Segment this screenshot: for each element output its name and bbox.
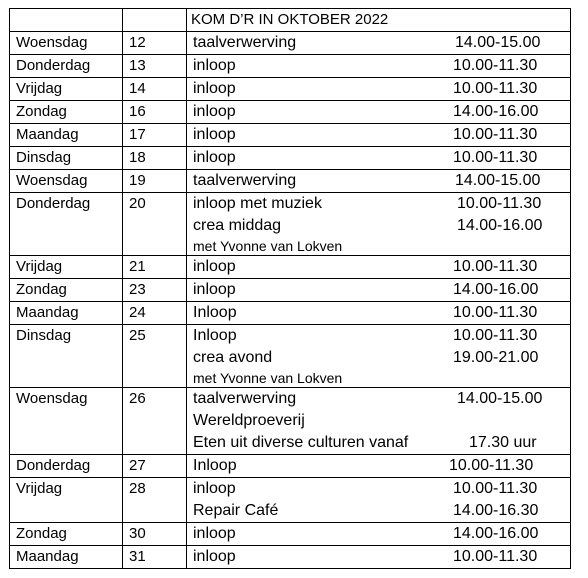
date-cell: 20: [123, 193, 187, 256]
header-date-cell: [123, 9, 187, 32]
day-cell: Donderdag: [10, 193, 123, 256]
activity-line: [193, 32, 570, 54]
page-title: KOM D’R IN OKTOBER 2022: [187, 9, 571, 32]
activity-text: inloop: [193, 126, 236, 143]
date-cell: 30: [123, 523, 187, 546]
table-row: [10, 32, 571, 55]
table-row: [10, 523, 571, 546]
table-row: [10, 388, 571, 455]
table-row: [10, 101, 571, 124]
day-cell: Donderdag: [10, 455, 123, 478]
day-cell: Zondag: [10, 101, 123, 124]
activity-line: [193, 388, 570, 410]
activity-time: 10.00-11.30: [453, 327, 538, 344]
activity-text: crea middag: [193, 217, 282, 234]
date-cell: 31: [123, 546, 187, 569]
activity-line: [193, 500, 570, 522]
activity-cell: [187, 147, 571, 170]
activity-line: [193, 55, 570, 77]
activity-time: 14.00-16.00: [453, 103, 539, 120]
activity-text: taalverwerving: [193, 390, 297, 407]
activity-cell: [187, 455, 571, 478]
activity-text: crea avond: [193, 349, 273, 366]
day-cell: Maandag: [10, 302, 123, 325]
activity-text: taalverwerving: [193, 34, 297, 51]
day-cell: Woensdag: [10, 388, 123, 455]
activity-time: 10.00-11.30: [453, 57, 538, 74]
activity-text: inloop: [193, 281, 236, 298]
activity-cell: [187, 78, 571, 101]
table-row: [10, 279, 571, 302]
table-row: [10, 55, 571, 78]
date-cell: 24: [123, 302, 187, 325]
table-row: [10, 455, 571, 478]
activity-text: Inloop: [193, 304, 237, 321]
date-cell: 19: [123, 170, 187, 193]
activity-cell: [187, 193, 571, 256]
table-row: [10, 147, 571, 170]
table-row: [10, 193, 571, 256]
day-cell: Donderdag: [10, 55, 123, 78]
activity-line: [193, 432, 570, 454]
activity-text: inloop: [193, 258, 236, 275]
activity-time: 10.00-11.30: [449, 457, 534, 474]
activity-time: 14.00-15.00: [457, 390, 543, 407]
table-row: [10, 256, 571, 279]
activity-time: 10.00-11.30: [453, 548, 538, 565]
table-row: [10, 546, 571, 569]
table-row: [10, 124, 571, 147]
date-cell: 28: [123, 478, 187, 523]
activity-text: Inloop: [193, 457, 237, 474]
date-cell: 26: [123, 388, 187, 455]
activity-cell: [187, 546, 571, 569]
activity-text: Eten uit diverse culturen vanaf: [193, 434, 409, 451]
activity-text: Repair Café: [193, 502, 279, 519]
activity-line: [193, 455, 570, 477]
activity-cell: [187, 325, 571, 388]
date-cell: 18: [123, 147, 187, 170]
activity-text: inloop: [193, 80, 236, 97]
activity-line: [193, 147, 570, 169]
activity-cell: [187, 388, 571, 455]
activity-line: [193, 347, 570, 369]
activity-time: 10.00-11.30: [457, 195, 542, 212]
date-cell: 23: [123, 279, 187, 302]
activity-text: taalverwerving: [193, 172, 297, 189]
date-cell: 27: [123, 455, 187, 478]
table-row: [10, 170, 571, 193]
activity-text: inloop: [193, 480, 236, 497]
activity-time: 10.00-11.30: [453, 80, 538, 97]
activity-cell: [187, 101, 571, 124]
day-cell: Dinsdag: [10, 325, 123, 388]
activity-cell: [187, 55, 571, 78]
activity-line: [193, 410, 570, 432]
activity-time: 14.00-16.30: [453, 502, 539, 519]
activity-line: [193, 325, 570, 347]
activity-line: [193, 279, 570, 301]
date-cell: 16: [123, 101, 187, 124]
activity-cell: [187, 256, 571, 279]
activity-time: 10.00-11.30: [453, 149, 538, 166]
day-cell: Vrijdag: [10, 256, 123, 279]
activity-cell: [187, 124, 571, 147]
activity-text: met Yvonne van Lokven: [193, 370, 343, 386]
activity-cell: [187, 32, 571, 55]
activity-line: [193, 101, 570, 123]
date-cell: 13: [123, 55, 187, 78]
activity-text: inloop: [193, 149, 236, 166]
day-cell: Dinsdag: [10, 147, 123, 170]
date-cell: 14: [123, 78, 187, 101]
activity-text: inloop: [193, 548, 236, 565]
day-cell: Maandag: [10, 546, 123, 569]
activity-line: [193, 124, 570, 146]
activity-time: 17.30 uur: [469, 434, 537, 451]
activity-time: 14.00-16.00: [457, 217, 543, 234]
activity-time: 14.00-16.00: [453, 281, 539, 298]
activity-time: 10.00-11.30: [453, 480, 538, 497]
day-cell: Woensdag: [10, 170, 123, 193]
activity-cell: [187, 523, 571, 546]
activity-line: [193, 478, 570, 500]
activity-line: [193, 215, 570, 237]
date-cell: 21: [123, 256, 187, 279]
activity-time: 14.00-15.00: [455, 34, 541, 51]
date-cell: 12: [123, 32, 187, 55]
header-day-cell: [10, 9, 123, 32]
activity-cell: [187, 279, 571, 302]
activity-line: [193, 302, 570, 324]
table-row: [10, 478, 571, 523]
day-cell: Vrijdag: [10, 478, 123, 523]
activity-line: [193, 170, 570, 192]
table-row: [10, 302, 571, 325]
activity-line: [193, 369, 570, 387]
day-cell: Vrijdag: [10, 78, 123, 101]
activity-time: 10.00-11.30: [453, 258, 538, 275]
schedule-table: [9, 8, 571, 569]
activity-cell: [187, 170, 571, 193]
day-cell: Zondag: [10, 523, 123, 546]
activity-text: Wereldproeverij: [193, 412, 305, 429]
table-row: [10, 325, 571, 388]
activity-cell: [187, 302, 571, 325]
activity-line: [193, 256, 570, 278]
header-row: [10, 9, 571, 32]
activity-line: [193, 78, 570, 100]
activity-line: [193, 523, 570, 545]
date-cell: 25: [123, 325, 187, 388]
activity-text: inloop: [193, 103, 236, 120]
activity-time: 10.00-11.30: [453, 304, 538, 321]
activity-cell: [187, 478, 571, 523]
activity-time: 10.00-11.30: [453, 126, 538, 143]
activity-time: 19.00-21.00: [453, 349, 539, 366]
activity-line: [193, 237, 570, 255]
date-cell: 17: [123, 124, 187, 147]
activity-text: met Yvonne van Lokven: [193, 238, 343, 254]
activity-text: inloop: [193, 525, 236, 542]
day-cell: Zondag: [10, 279, 123, 302]
day-cell: Maandag: [10, 124, 123, 147]
table-row: [10, 78, 571, 101]
day-cell: Woensdag: [10, 32, 123, 55]
activity-line: [193, 546, 570, 568]
activity-line: [193, 193, 570, 215]
activity-text: Inloop: [193, 327, 237, 344]
activity-time: 14.00-15.00: [455, 172, 541, 189]
activity-text: inloop met muziek: [193, 195, 322, 212]
activity-time: 14.00-16.00: [453, 525, 539, 542]
activity-text: inloop: [193, 57, 236, 74]
